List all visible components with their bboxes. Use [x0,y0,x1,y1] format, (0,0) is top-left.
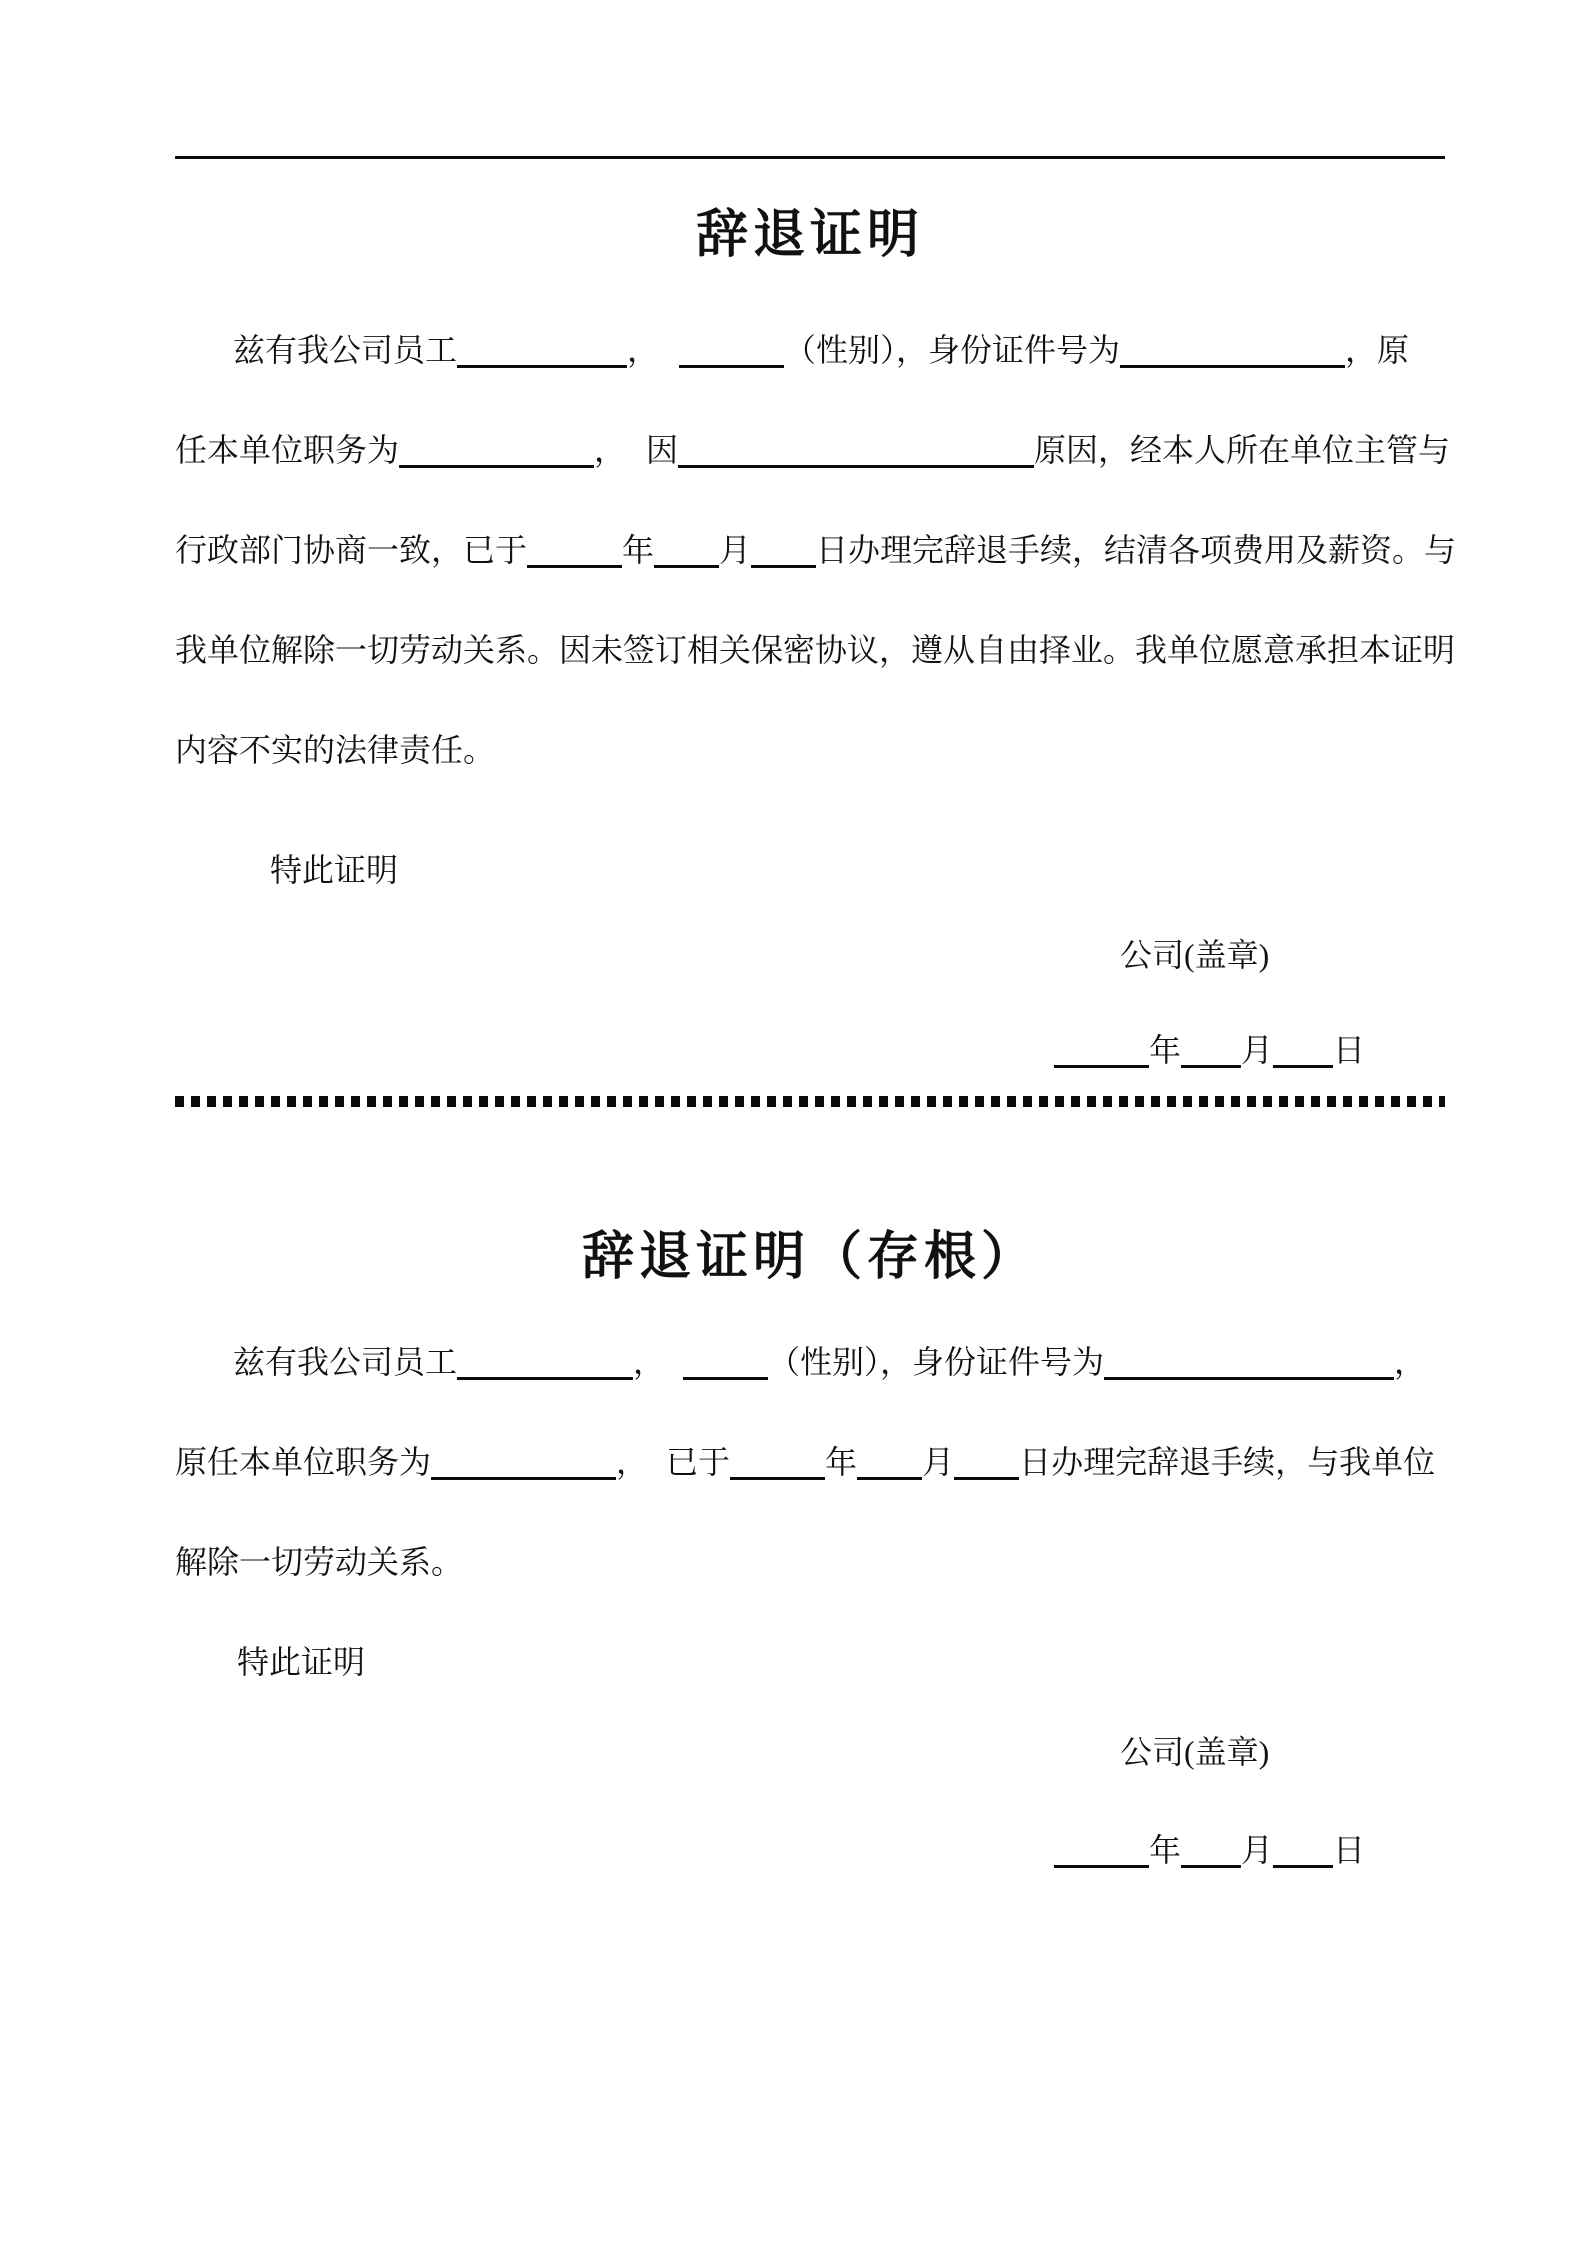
text-run: 原因，经本人所在单位主管与 [1034,432,1451,468]
text-run: 年 [1149,1832,1182,1868]
certificate-company-seal: 公司(盖章) [1120,937,1270,973]
text-run: 兹有我公司员工 [233,332,458,368]
blank-field [730,1457,825,1480]
blank-field [1181,1045,1241,1068]
text-run: 年 [1149,1032,1182,1068]
blank-field [751,545,816,568]
blank-field [1120,345,1345,368]
text-run: 月 [719,532,752,568]
blank-field [954,1457,1019,1480]
blank-field [431,1457,616,1480]
cut-line-divider [175,1096,1445,1107]
paragraph-line [175,1512,1455,1612]
paragraph-line [175,400,1455,500]
paragraph-line [175,1312,1455,1412]
blank-field [457,1357,633,1380]
text-run: 月 [1241,1032,1274,1068]
text-run: 日办理完辞退手续，与我单位 [1019,1444,1436,1480]
text-run: ，原 [1345,332,1410,368]
blank-field [683,1357,768,1380]
certificate-title: 辞退证明 [695,207,924,264]
blank-field [1273,1845,1333,1868]
spacer [648,1472,666,1473]
text-run: 日办理完辞退手续，结清各项费用及薪资。与 [816,532,1457,568]
blank-field [857,1457,922,1480]
text-run: ， [616,1444,649,1480]
stub-title: 辞退证明（存根） [581,1229,1038,1286]
spacer [659,360,679,361]
text-run: 内容不实的法律责任。 [175,732,496,768]
blank-field [678,445,1034,468]
spacer [626,460,646,461]
blank-field [1054,1845,1149,1868]
text-run: ， [1394,1344,1427,1380]
paragraph-line [175,1412,1455,1512]
text-run: 日 [1333,1832,1366,1868]
text-run: 因 [646,432,679,468]
stub-date-line [175,1800,1587,1900]
spacer [665,1372,683,1373]
top-rule [175,156,1445,159]
text-run: 行政部门协商一致，已于 [175,532,528,568]
text-run: 原任本单位职务为 [175,1444,432,1480]
stub-company-seal: 公司(盖章) [1120,1734,1270,1770]
paragraph-line [175,500,1455,600]
text-run: ， [627,332,660,368]
blank-field [679,345,784,368]
paragraph-line [175,600,1455,700]
blank-field [399,445,594,468]
text-run: 年 [622,532,655,568]
stub-body [175,1312,1455,1612]
text-run: ， [633,1344,666,1380]
text-run: 兹有我公司员工 [233,1344,458,1380]
text-run: 月 [1241,1832,1274,1868]
text-run: 已于 [666,1444,731,1480]
blank-field [1181,1845,1241,1868]
blank-field [527,545,622,568]
text-run: ， [594,432,627,468]
text-run: 月 [922,1444,955,1480]
blank-field [457,345,627,368]
blank-field [1104,1357,1394,1380]
paragraph-line [175,300,1455,400]
certificate-closing: 特此证明 [270,852,399,888]
text-run: 年 [825,1444,858,1480]
paragraph-line [175,700,1455,800]
text-run: 我单位解除一切劳动关系。因未签订相关保密协议，遵从自由择业。我单位愿意承担本证明 [175,632,1456,668]
certificate-body [175,300,1455,800]
text-run: 任本单位职务为 [175,432,400,468]
text-run: 日 [1333,1032,1366,1068]
text-run: （性别），身份证件号为 [784,332,1121,368]
blank-field [654,545,719,568]
blank-field [1273,1045,1333,1068]
stub-closing: 特此证明 [237,1644,366,1680]
text-run: （性别），身份证件号为 [768,1344,1105,1380]
certificate-date-line [175,1000,1587,1100]
blank-field [1054,1045,1149,1068]
text-run: 解除一切劳动关系。 [175,1544,464,1580]
